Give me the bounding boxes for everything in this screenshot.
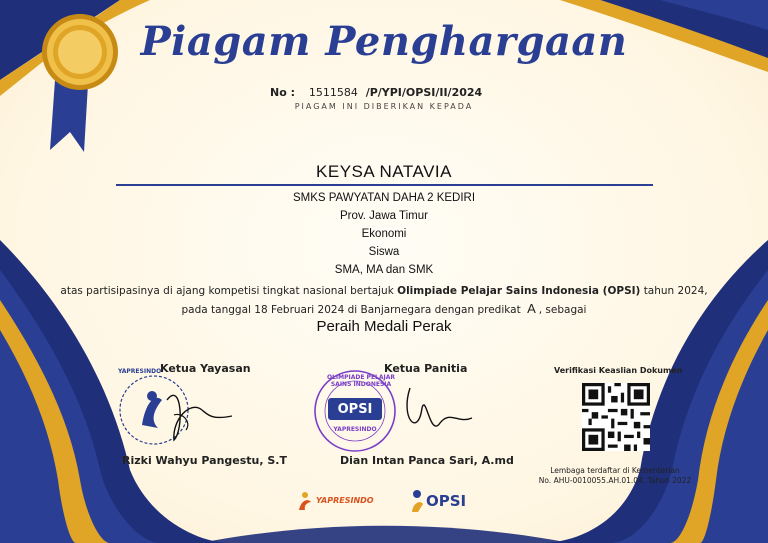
line1-pre: atas partisipasinya di ajang kompetisi tingkat nasional bertajuk <box>60 285 394 297</box>
middle-signature-title: Ketua Panitia <box>384 362 468 375</box>
left-stamp-text: YAPRESINDO <box>118 368 162 375</box>
name-underline <box>116 184 653 186</box>
ribbon-tail <box>50 80 88 152</box>
opsi-footer-logo <box>408 488 472 516</box>
stamp-logo-text: OPSI <box>337 402 373 417</box>
recipient-name: KEYSA NATAVIA <box>316 162 452 181</box>
province: Prov. Jawa Timur <box>340 210 428 222</box>
participant-role: Siswa <box>368 246 400 258</box>
event-name: Olimpiade Pelajar Sains Indonesia (OPSI) <box>397 285 641 297</box>
line1-post: tahun 2024, <box>643 285 708 297</box>
number-value: 1511584 <box>308 86 358 99</box>
ahu-number: No. AHU-0010055.AH.01.04. Tahun 2022 <box>538 476 692 485</box>
yapresindo-logo-icon <box>296 490 314 512</box>
line2-pre: pada tanggal 18 Februari 2024 di Banjarnegara dengan predikat <box>181 304 521 316</box>
given-to-label: PIAGAM INI DIBERIKAN KEPADA <box>294 102 474 111</box>
opsi-footer-logo-text: OPSI <box>426 492 467 510</box>
yapresindo-logo <box>296 490 380 512</box>
participation-line-2 <box>0 301 768 316</box>
number-suffix: /P/YPI/OPSI/II/2024 <box>365 86 483 99</box>
registered-label: Lembaga terdaftar di Kementerian <box>550 466 680 475</box>
education-level: SMA, MA dan SMK <box>334 264 434 276</box>
award-title: Peraih Medali Perak <box>316 318 452 335</box>
line2-post: , sebagai <box>538 304 587 316</box>
middle-signature-name: Dian Intan Panca Sari, A.md <box>340 454 514 467</box>
yapresindo-logo-text: YAPRESINDO <box>316 496 374 505</box>
subject: Ekonomi <box>361 228 407 240</box>
left-signature-title: Ketua Yayasan <box>160 362 251 375</box>
participation-line-1 <box>0 285 768 297</box>
verification-label: Verifikasi Keaslian Dokumen <box>554 366 683 375</box>
left-signature-name: Rizki Wahyu Pangestu, S.T <box>122 454 287 467</box>
stamp-ring-text: OLIMPIADE PELAJAR SAINS INDONESIA <box>326 374 396 388</box>
certificate-title: Piagam Penghargaan <box>140 18 628 65</box>
yayasan-stamp-and-signature <box>112 370 242 450</box>
stamp-sub-text: YAPRESINDO <box>333 426 377 433</box>
qr-code[interactable] <box>582 383 650 451</box>
predicate: A <box>527 301 536 316</box>
certificate-number <box>270 86 530 99</box>
number-label: No : <box>270 86 295 99</box>
opsi-footer-logo-icon <box>408 488 426 514</box>
school-name: SMKS PAWYATAN DAHA 2 KEDIRI <box>292 192 476 204</box>
